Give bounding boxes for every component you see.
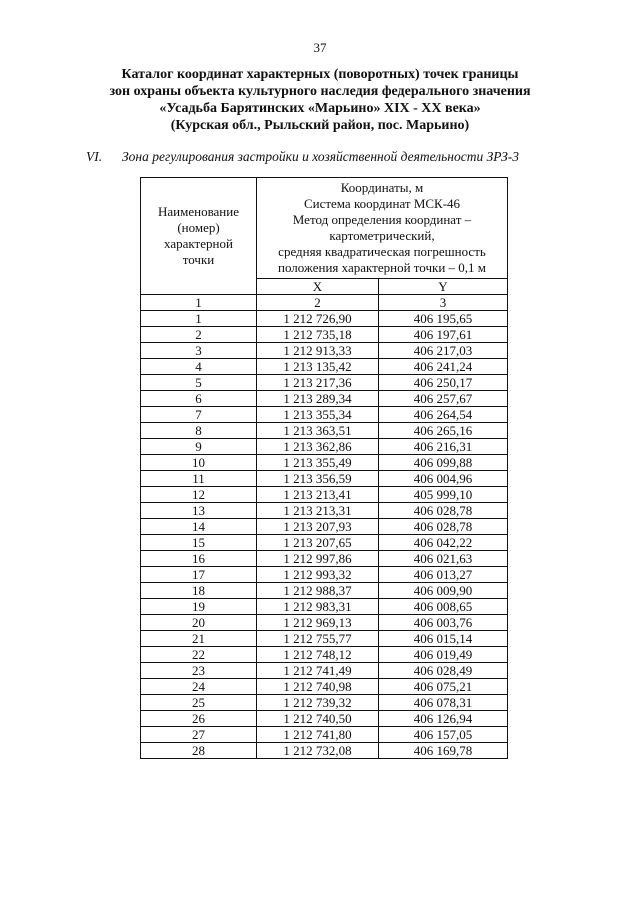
x-coordinate-cell: 1 213 355,49 (257, 455, 379, 471)
table-row (141, 679, 508, 695)
header-name-line: (номер) (177, 220, 220, 235)
point-number-cell: 3 (141, 343, 257, 359)
header-name-line: характерной (164, 236, 233, 251)
x-coordinate-cell: 1 213 356,59 (257, 471, 379, 487)
y-coordinate-cell: 406 028,78 (379, 503, 508, 519)
zone-title: Зона регулирования застройки и хозяйственной деятельности ЗРЗ-3 (122, 149, 520, 164)
x-coordinate-cell: 1 213 213,31 (257, 503, 379, 519)
y-coordinate-cell: 406 009,90 (379, 583, 508, 599)
column-number: 2 (257, 295, 379, 311)
header-coords-line: средняя квадратическая погрешность (278, 244, 486, 259)
y-coordinate-cell: 406 042,22 (379, 535, 508, 551)
y-coordinate-cell: 406 003,76 (379, 615, 508, 631)
y-coordinate-cell: 406 028,78 (379, 519, 508, 535)
table-row (141, 711, 508, 727)
table-row (141, 583, 508, 599)
title-line-2: зон охраны объекта культурного наследия федерального значения (109, 84, 531, 99)
point-number-cell: 26 (141, 711, 257, 727)
y-coordinate-cell: 406 019,49 (379, 647, 508, 663)
y-coordinate-cell: 406 004,96 (379, 471, 508, 487)
table-row (141, 471, 508, 487)
title-line-4: (Курская обл., Рыльский район, пос. Марьино) (170, 118, 470, 133)
x-coordinate-cell: 1 212 748,12 (257, 647, 379, 663)
table-row (141, 647, 508, 663)
point-number-cell: 22 (141, 647, 257, 663)
x-coordinate-cell: 1 212 993,32 (257, 567, 379, 583)
x-coordinate-cell: 1 212 755,77 (257, 631, 379, 647)
x-coordinate-cell: 1 212 913,33 (257, 343, 379, 359)
point-number-cell: 12 (141, 487, 257, 503)
x-coordinate-cell: 1 213 355,34 (257, 407, 379, 423)
header-name-line: точки (182, 252, 215, 267)
point-number-cell: 6 (141, 391, 257, 407)
table-row (141, 599, 508, 615)
x-coordinate-cell: 1 213 213,41 (257, 487, 379, 503)
y-coordinate-cell: 406 250,17 (379, 375, 508, 391)
x-coordinate-cell: 1 213 362,86 (257, 439, 379, 455)
point-number-cell: 11 (141, 471, 257, 487)
x-coordinate-cell: 1 212 735,18 (257, 327, 379, 343)
point-number-cell: 20 (141, 615, 257, 631)
header-point-name (141, 178, 257, 295)
y-coordinate-cell: 406 169,78 (379, 743, 508, 759)
table-row (141, 375, 508, 391)
zone-number: VI. (86, 149, 103, 164)
point-number-cell: 18 (141, 583, 257, 599)
header-name-line: Наименование (158, 204, 239, 219)
y-coordinate-cell: 406 216,31 (379, 439, 508, 455)
point-number-cell: 15 (141, 535, 257, 551)
y-coordinate-cell: 406 028,49 (379, 663, 508, 679)
header-coords-line: Координаты, м (340, 180, 424, 195)
x-coordinate-cell: 1 212 969,13 (257, 615, 379, 631)
table-row (141, 631, 508, 647)
y-coordinate-cell: 406 257,67 (379, 391, 508, 407)
y-coordinate-cell: 406 078,31 (379, 695, 508, 711)
y-coordinate-cell: 405 999,10 (379, 487, 508, 503)
title-line-3: «Усадьба Барятинских «Марьино» XIX - XX века» (159, 101, 481, 116)
point-number-cell: 23 (141, 663, 257, 679)
point-number-cell: 21 (141, 631, 257, 647)
x-coordinate-cell: 1 212 741,49 (257, 663, 379, 679)
table-row (141, 359, 508, 375)
point-number-cell: 9 (141, 439, 257, 455)
point-number-cell: 7 (141, 407, 257, 423)
table-row (141, 503, 508, 519)
zone-heading (86, 149, 606, 165)
x-coordinate-cell: 1 213 207,93 (257, 519, 379, 535)
y-coordinate-cell: 406 264,54 (379, 407, 508, 423)
x-coordinate-cell: 1 212 741,80 (257, 727, 379, 743)
column-number: 1 (141, 295, 257, 311)
page-number: 37 (313, 40, 327, 55)
y-coordinate-cell: 406 126,94 (379, 711, 508, 727)
y-coordinate-cell: 406 241,24 (379, 359, 508, 375)
header-coords-line: Метод определения координат – (292, 212, 472, 227)
y-coordinate-cell: 406 008,65 (379, 599, 508, 615)
table-row (141, 551, 508, 567)
x-coordinate-cell: 1 212 740,50 (257, 711, 379, 727)
y-coordinate-cell: 406 157,05 (379, 727, 508, 743)
table-row (141, 695, 508, 711)
document-title (60, 66, 580, 134)
point-number-cell: 10 (141, 455, 257, 471)
table-row (141, 407, 508, 423)
x-coordinate-cell: 1 212 997,86 (257, 551, 379, 567)
table-row (141, 439, 508, 455)
point-number-cell: 14 (141, 519, 257, 535)
table-row (141, 311, 508, 327)
point-number-cell: 25 (141, 695, 257, 711)
header-coords-line: Система координат МСК-46 (303, 196, 461, 211)
x-coordinate-cell: 1 212 740,98 (257, 679, 379, 695)
point-number-cell: 24 (141, 679, 257, 695)
x-coordinate-cell: 1 213 363,51 (257, 423, 379, 439)
point-number-cell: 19 (141, 599, 257, 615)
coordinates-table (140, 177, 508, 759)
title-line-1: Каталог координат характерных (поворотных) точек границы (121, 67, 519, 82)
header-y: Y (379, 279, 508, 295)
table-row (141, 487, 508, 503)
table-row (141, 343, 508, 359)
x-coordinate-cell: 1 212 983,31 (257, 599, 379, 615)
point-number-cell: 17 (141, 567, 257, 583)
point-number-cell: 2 (141, 327, 257, 343)
point-number-cell: 13 (141, 503, 257, 519)
x-coordinate-cell: 1 212 988,37 (257, 583, 379, 599)
table-row (141, 615, 508, 631)
column-number: 3 (379, 295, 508, 311)
table-row (141, 535, 508, 551)
table-row (141, 327, 508, 343)
y-coordinate-cell: 406 217,03 (379, 343, 508, 359)
x-coordinate-cell: 1 212 739,32 (257, 695, 379, 711)
header-coordinates (257, 178, 508, 279)
point-number-cell: 1 (141, 311, 257, 327)
table-row (141, 727, 508, 743)
x-coordinate-cell: 1 213 217,36 (257, 375, 379, 391)
table-row (141, 423, 508, 439)
point-number-cell: 28 (141, 743, 257, 759)
x-coordinate-cell: 1 213 135,42 (257, 359, 379, 375)
x-coordinate-cell: 1 212 732,08 (257, 743, 379, 759)
y-coordinate-cell: 406 013,27 (379, 567, 508, 583)
y-coordinate-cell: 406 015,14 (379, 631, 508, 647)
table-row (141, 663, 508, 679)
header-coords-line: положения характерной точки – 0,1 м (277, 260, 486, 275)
y-coordinate-cell: 406 075,21 (379, 679, 508, 695)
point-number-cell: 8 (141, 423, 257, 439)
point-number-cell: 5 (141, 375, 257, 391)
point-number-cell: 4 (141, 359, 257, 375)
y-coordinate-cell: 406 099,88 (379, 455, 508, 471)
y-coordinate-cell: 406 197,61 (379, 327, 508, 343)
x-coordinate-cell: 1 212 726,90 (257, 311, 379, 327)
y-coordinate-cell: 406 021,63 (379, 551, 508, 567)
x-coordinate-cell: 1 213 289,34 (257, 391, 379, 407)
y-coordinate-cell: 406 265,16 (379, 423, 508, 439)
table-row (141, 567, 508, 583)
table-row (141, 519, 508, 535)
point-number-cell: 27 (141, 727, 257, 743)
table-row (141, 391, 508, 407)
header-x: X (257, 279, 379, 295)
table-row (141, 743, 508, 759)
point-number-cell: 16 (141, 551, 257, 567)
x-coordinate-cell: 1 213 207,65 (257, 535, 379, 551)
table-row (141, 455, 508, 471)
y-coordinate-cell: 406 195,65 (379, 311, 508, 327)
header-coords-line: картометрический, (329, 228, 435, 243)
coordinates-rows (141, 311, 508, 759)
